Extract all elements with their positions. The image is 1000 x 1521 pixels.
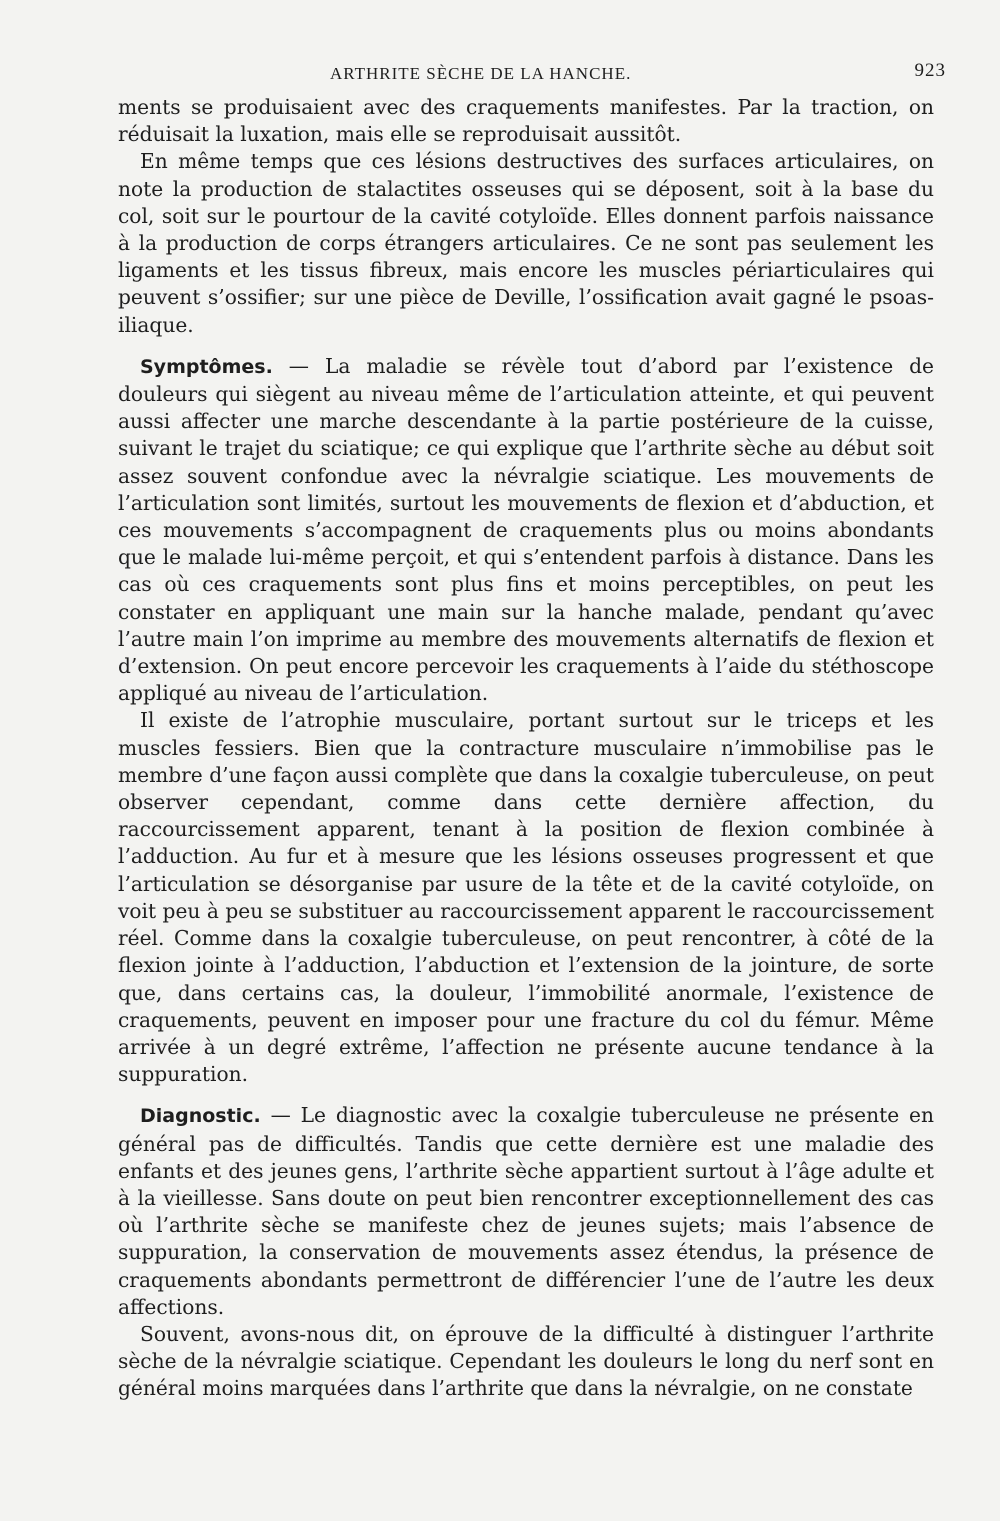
page-body xyxy=(118,94,934,1403)
paragraph-symptomes-1: — La maladie se révèle tout d’abord par l’existence de douleurs qui siègent au niveau même de l’articulation atteinte, et qui peuvent aussi affecter une marche descendante à la partie postérieure de la cuisse, suivant le trajet du sciatique; ce qui explique que l’arthrite sèche au début soit assez souvent confondue avec la névralgie sciatique. Les mouvements de l’articulation sont limités, surtout les mouvements de flexion et d’abduction, et ces mouvements s’accompagnent de craquements plus ou moins abondants que le malade lui-même perçoit, et qui s’entendent parfois à distance. Dans les cas où ces craquements sont plus fins et moins perceptibles, on peut les constater en appliquant une main sur la hanche malade, pendant qu’avec l’autre main l’on imprime au membre des mouvements alternatifs de flexion et d’extension. On peut encore percevoir les craquements à l’aide du stéthoscope appliqué au niveau de l’articulation. xyxy=(118,353,934,706)
page-header xyxy=(118,60,946,90)
page-number: 923 xyxy=(914,60,946,81)
paragraph-diagnostic-1: — Le diagnostic avec la coxalgie tuberculeuse ne présente en général pas de difficultés. Tandis que cette dernière est une maladie des enfants et des jeunes gens, l’arthrite sèche appartient surtout à l’âge adulte et à la vieillesse. Sans doute on peut bien rencontrer exceptionnellement des cas où l’arthrite sèche se manifeste chez de jeunes sujets; mais l’absence de suppuration, la conservation de mouvements assez étendus, la présence de craquements abondants permettront de différencier l’une de l’autre les deux affections. xyxy=(118,1103,935,1319)
paragraph-continuation: ments se produisaient avec des craquements manifestes. Par la traction, on réduisait la luxation, mais elle se reproduisait aussitôt. xyxy=(118,95,934,147)
paragraph-lesions: En même temps que ces lésions destructives des surfaces articulaires, on note la production de stalactites osseuses qui se déposent, soit à la base du col, soit sur le pourtour de la cavité cotyloïde. Elles donnent parfois naissance à la production de corps étrangers articulaires. Ce ne sont pas seulement les ligaments et les tissus fibreux, mais encore les muscles périarticulaires qui peuvent s’ossifier; sur une pièce de Deville, l’ossification avait gagné le psoas-iliaque. xyxy=(118,149,934,337)
paragraph-diagnostic-2: Souvent, avons-nous dit, on éprouve de la difficulté à distinguer l’arthrite sèche de la névralgie sciatique. Cependant les douleurs le long du nerf sont en général moins marquées dans l’arthrite que dans la névralgie, on ne constate xyxy=(118,1321,934,1401)
section-heading-diagnostic: Diagnostic. xyxy=(140,1105,261,1128)
section-heading-symptomes: Symptômes. xyxy=(140,355,273,378)
running-title: ARTHRITE SÈCHE DE LA HANCHE. xyxy=(330,64,632,83)
paragraph-symptomes-2: Il existe de l’atrophie musculaire, portant surtout sur le triceps et les muscles fessiers. Bien que la contracture musculaire n’immobilise pas le membre d’une façon aussi complète que dans la coxalgie tuberculeuse, on peut observer cependant, comme dans cette dernière affection, du raccourcissement apparent, tenant à la position de flexion combinée à l’adduction. Au fur et à mesure que les lésions osseuses progressent et que l’articulation se désorganise par usure de la tête et de la cavité cotyloïde, on voit peu à peu se substituer au raccourcissement apparent le raccourcissement réel. Comme dans la coxalgie tuberculeuse, on peut rencontrer, à côté de la flexion jointe à l’adduction, l’abduction et l’extension de la jointure, de sorte que, dans certains cas, la douleur, l’immobilité anormale, l’existence de craquements, peuvent en imposer pour une fracture du col du fémur. Même arrivée à un degré extrême, l’affection ne présente aucune tendance à la suppuration. xyxy=(118,708,934,1087)
section-diagnostic xyxy=(118,1102,934,1321)
section-symptomes xyxy=(118,353,934,708)
